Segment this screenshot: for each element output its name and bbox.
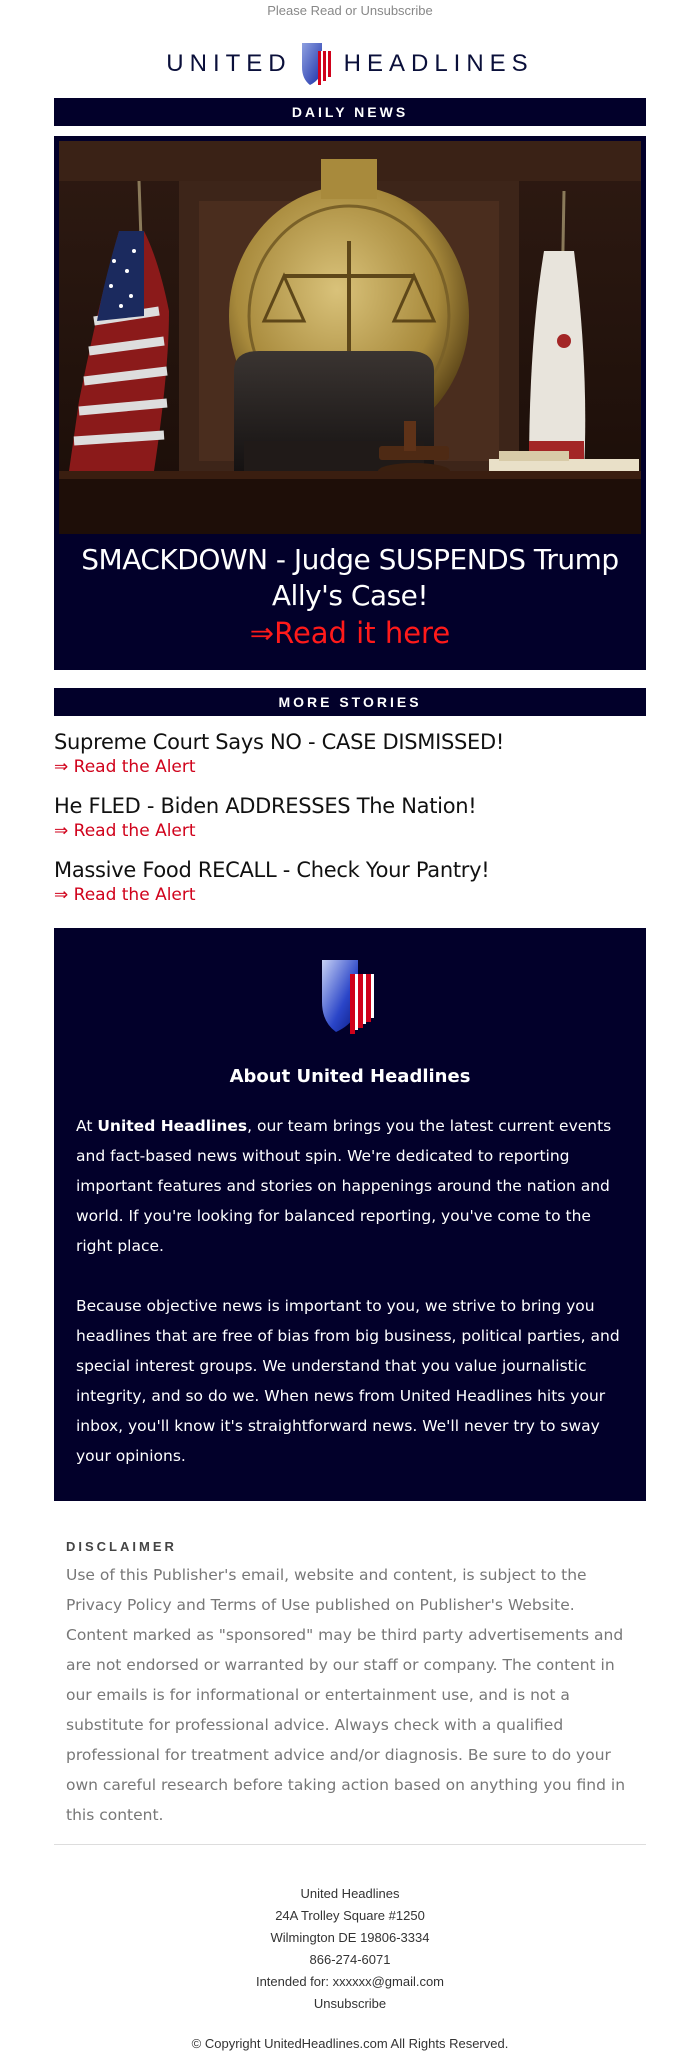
disclaimer-section — [54, 1501, 646, 1845]
logo-text-left: UNITED — [166, 50, 292, 77]
hero-read-link[interactable]: ⇒Read it here — [249, 616, 451, 650]
read-alert-link[interactable]: ⇒ Read the Alert — [54, 757, 196, 777]
shield-flag-icon — [318, 956, 382, 1036]
hero-story[interactable] — [54, 136, 646, 670]
disclaimer-body: Use of this Publisher's email, website and content, is subject to the Privacy Policy and Terms of Use published on Publisher's Website. Content marked as "sponsored" may be third party advertisements and are not endorsed or warranted by our staff or company. The content in our emails is for informational or entertainment use, and is not a substitute for professional advice. Always check with a qualified professional for treatment advice and/or diagnosis. Be sure to do your own careful research before taking action based on anything you find in this content. — [66, 1566, 626, 1824]
preheader-link[interactable]: Please Read or Unsubscribe — [267, 3, 433, 18]
footer-address-2: Wilmington DE 19806-3334 — [270, 1930, 430, 1945]
email-body — [54, 98, 646, 2055]
footer — [54, 1845, 646, 2055]
brand-logo[interactable] — [0, 30, 700, 98]
preheader — [0, 0, 700, 24]
daily-news-bar: DAILY NEWS — [54, 98, 646, 126]
story-title[interactable]: Supreme Court Says NO - CASE DISMISSED! — [54, 730, 505, 754]
shield-flag-icon — [300, 41, 336, 87]
footer-company: United Headlines — [300, 1886, 400, 1901]
read-alert-link[interactable]: ⇒ Read the Alert — [54, 885, 196, 905]
list-item[interactable] — [54, 792, 646, 842]
about-title: About United Headlines — [229, 1066, 471, 1087]
footer-address-1: 24A Trolley Square #1250 — [275, 1908, 425, 1923]
courtroom-seal-photo[interactable] — [59, 141, 641, 534]
story-title[interactable]: Massive Food RECALL - Check Your Pantry! — [54, 858, 490, 882]
unsubscribe-link[interactable]: Unsubscribe — [313, 1996, 387, 2011]
footer-copyright: © Copyright UnitedHeadlines.com All Rights Reserved. — [191, 2036, 509, 2051]
brand-name: United Headlines — [97, 1117, 248, 1135]
logo-text-right: HEADLINES — [343, 50, 534, 77]
list-item[interactable] — [54, 728, 646, 778]
about-paragraph-2: Because objective news is important to you, we strive to bring you headlines that are free of bias from big business, political parties, and special interest groups. We understand that you value journalistic integrity, and so do we. When news from United Headlines hits your inbox, you'll know it's straightforward news. We'll never try to sway your opinions. — [76, 1297, 620, 1465]
footer-intended: Intended for: xxxxxx@gmail.com — [255, 1974, 445, 1989]
list-item[interactable] — [54, 856, 646, 906]
story-list — [54, 716, 646, 906]
footer-phone: 866-274-6071 — [309, 1952, 391, 1967]
more-stories-bar: MORE STORIES — [54, 688, 646, 716]
hero-headline[interactable]: SMACKDOWN - Judge SUSPENDS Trump Ally's Case! — [81, 543, 619, 612]
about-section — [54, 928, 646, 1501]
read-alert-link[interactable]: ⇒ Read the Alert — [54, 821, 196, 841]
story-title[interactable]: He FLED - Biden ADDRESSES The Nation! — [54, 794, 477, 818]
about-paragraph-1: At United Headlines, our team brings you the latest current events and fact-based news without spin. We're dedicated to reporting important features and stories on happenings around the nation and world. If you're looking for balanced reporting, you've come to the right place. — [76, 1117, 612, 1255]
disclaimer-heading: DISCLAIMER — [66, 1539, 177, 1554]
